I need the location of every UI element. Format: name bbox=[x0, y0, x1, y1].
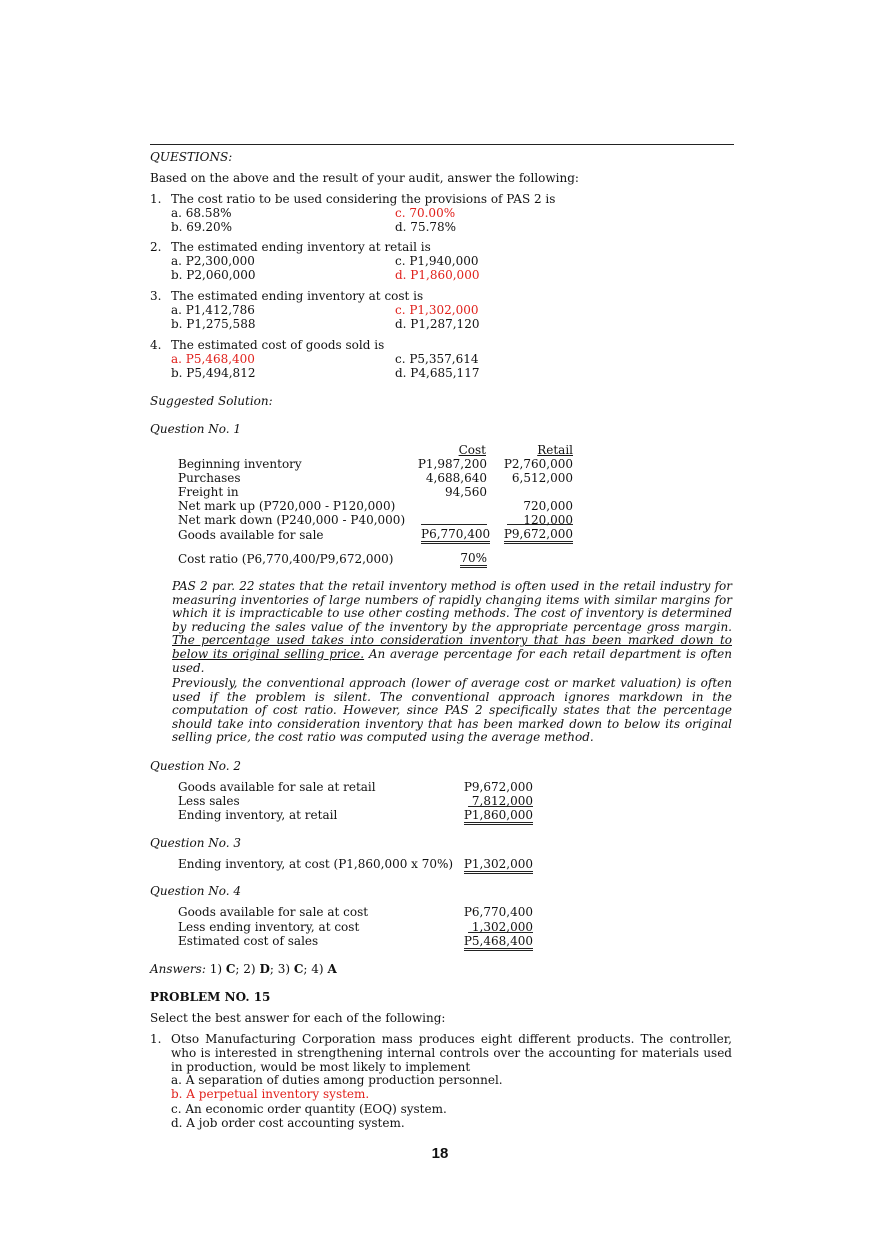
question-4-heading: Question No. 4 bbox=[150, 884, 242, 898]
answer-letter: A bbox=[327, 962, 337, 976]
subtotal-line bbox=[468, 932, 533, 933]
pas2-tail-text: An average percentage for each retail department is often used. bbox=[172, 646, 732, 675]
ending-inventory-retail: P1,860,000 bbox=[464, 808, 533, 825]
retail-value: 6,512,000 bbox=[511, 471, 573, 485]
choice-c: c. An economic order quantity (EOQ) system. bbox=[171, 1102, 447, 1116]
page-number: 18 bbox=[431, 1145, 449, 1162]
answers-label: Answers: bbox=[150, 962, 206, 976]
answer-num: ; 2) bbox=[235, 962, 256, 976]
row-label: Net mark down (P240,000 - P40,000) bbox=[178, 513, 406, 527]
question-number: 2. bbox=[150, 240, 162, 254]
cost-total: P6,770,400 bbox=[421, 527, 490, 544]
pas2-text: PAS 2 par. 22 states that the retail inventory method is often used in the retail industry for measuring inventories of large numbers of rapidly changing items with similar margins for which it is impracticable to use other costing methods. The cost of inventory is determined by reducing the sales value of the inventory by the appropriate percentage gross margin. bbox=[172, 579, 732, 634]
row-label: Beginning inventory bbox=[178, 457, 302, 471]
ending-inventory-cost: P1,302,000 bbox=[464, 857, 533, 874]
question-1-heading: Question No. 1 bbox=[150, 422, 242, 436]
answer-num: ; 4) bbox=[303, 962, 324, 976]
retail-value: 720,000 bbox=[523, 499, 573, 513]
header-rule bbox=[150, 144, 734, 145]
choice-c-correct: c. 70.00% bbox=[395, 206, 456, 220]
question-number: 4. bbox=[150, 338, 162, 352]
answer-letter: C bbox=[225, 962, 236, 976]
retail-value: 120,000 bbox=[523, 513, 573, 527]
retail-total-wrap bbox=[495, 527, 573, 541]
choice-a-correct: a. P5,468,400 bbox=[171, 352, 255, 366]
choice-c-correct: c. P1,302,000 bbox=[395, 303, 479, 317]
row-label: Freight in bbox=[178, 485, 239, 499]
choice-c: c. P5,357,614 bbox=[395, 352, 479, 366]
retail-value: P2,760,000 bbox=[503, 457, 573, 471]
subtotal-line bbox=[421, 524, 487, 525]
problem-question-text: Otso Manufacturing Corporation mass produces eight different products. The controller, who is interested in strengthening internal controls over the accounting for materials used in production, would be most likely to implement bbox=[171, 1032, 732, 1074]
column-header-retail: Retail bbox=[537, 443, 573, 457]
question-text: The cost ratio to be used considering the provisions of PAS 2 is bbox=[171, 192, 556, 206]
row-label: Goods available for sale at cost bbox=[178, 905, 369, 919]
total-wrap bbox=[450, 857, 533, 871]
subtotal-line bbox=[468, 806, 533, 807]
row-label: Goods available for sale bbox=[178, 528, 324, 542]
question-number: 1. bbox=[150, 1032, 162, 1046]
cost-value: P1,987,200 bbox=[417, 457, 487, 471]
subtotal-line bbox=[507, 524, 573, 525]
answer-letter: C bbox=[293, 962, 304, 976]
cost-ratio-value: 70% bbox=[460, 551, 487, 568]
choice-a: a. A separation of duties among production personnel. bbox=[171, 1073, 503, 1087]
choice-d: d. 75.78% bbox=[395, 220, 457, 234]
choice-c: c. P1,940,000 bbox=[395, 254, 479, 268]
total-wrap bbox=[450, 934, 533, 948]
pas2-underlined-text: The percentage used takes into consideration inventory that has been marked down to below its original selling price. bbox=[172, 633, 732, 661]
choice-b: b. P1,275,588 bbox=[171, 317, 256, 331]
answer-letter: D bbox=[259, 962, 270, 976]
choice-d: d. P4,685,117 bbox=[395, 366, 480, 380]
row-label: Less ending inventory, at cost bbox=[178, 920, 360, 934]
choice-a: a. 68.58% bbox=[171, 206, 232, 220]
choice-d-correct: d. P1,860,000 bbox=[395, 268, 480, 282]
choice-b: b. 69.20% bbox=[171, 220, 233, 234]
row-label: Ending inventory, at cost (P1,860,000 x 70%) bbox=[178, 857, 454, 871]
cost-value: 94,560 bbox=[445, 485, 487, 499]
row-label: Net mark up (P720,000 - P120,000) bbox=[178, 499, 396, 513]
row-value: 1,302,000 bbox=[471, 920, 533, 934]
row-value: 7,812,000 bbox=[471, 794, 533, 808]
question-2-heading: Question No. 2 bbox=[150, 759, 242, 773]
choice-b: b. P5,494,812 bbox=[171, 366, 256, 380]
questions-heading: QUESTIONS: bbox=[150, 150, 233, 164]
intro-text: Based on the above and the result of your audit, answer the following: bbox=[150, 171, 579, 185]
conventional-approach-paragraph: Previously, the conventional approach (lower of average cost or market valuation) is often used if the problem is silent. The conventional approach ignores markdown in the computation of cost ratio. However, since PAS 2 specifically states that the percentage should take into consideration inventory that has been marked down to below its original selling price, the cost ratio was computed using the average method. bbox=[172, 676, 732, 745]
question-number: 3. bbox=[150, 289, 162, 303]
cost-total-wrap bbox=[421, 527, 491, 541]
question-text: The estimated ending inventory at cost is bbox=[171, 289, 424, 303]
column-header-cost: Cost bbox=[458, 443, 486, 457]
choice-a: a. P2,300,000 bbox=[171, 254, 255, 268]
row-label: Purchases bbox=[178, 471, 241, 485]
question-3-heading: Question No. 3 bbox=[150, 836, 242, 850]
question-text: The estimated cost of goods sold is bbox=[171, 338, 385, 352]
row-value: P9,672,000 bbox=[463, 780, 533, 794]
retail-total: P9,672,000 bbox=[504, 527, 573, 544]
choice-b: b. P2,060,000 bbox=[171, 268, 256, 282]
row-label: Estimated cost of sales bbox=[178, 934, 319, 948]
cost-ratio-label: Cost ratio (P6,770,400/P9,672,000) bbox=[178, 552, 394, 566]
question-number: 1. bbox=[150, 192, 162, 206]
row-label: Ending inventory, at retail bbox=[178, 808, 338, 822]
problem-title: PROBLEM NO. 15 bbox=[150, 990, 271, 1004]
question-text: The estimated ending inventory at retail is bbox=[171, 240, 431, 254]
answer-num: 1) bbox=[209, 962, 223, 976]
suggested-solution-heading: Suggested Solution: bbox=[150, 394, 273, 408]
total-wrap bbox=[450, 808, 533, 822]
answer-num: ; 3) bbox=[269, 962, 291, 976]
cost-ratio-wrap bbox=[421, 551, 487, 565]
choice-a: a. P1,412,786 bbox=[171, 303, 255, 317]
pas2-paragraph bbox=[172, 580, 732, 675]
choice-b-correct: b. A perpetual inventory system. bbox=[171, 1087, 370, 1101]
choice-d: d. A job order cost accounting system. bbox=[171, 1116, 405, 1130]
row-label: Less sales bbox=[178, 794, 240, 808]
row-value: P6,770,400 bbox=[463, 905, 533, 919]
row-label: Goods available for sale at retail bbox=[178, 780, 376, 794]
estimated-cost-of-sales: P5,468,400 bbox=[464, 934, 533, 951]
answers-line bbox=[150, 962, 337, 976]
cost-value: 4,688,640 bbox=[425, 471, 487, 485]
choice-d: d. P1,287,120 bbox=[395, 317, 480, 331]
problem-instruction: Select the best answer for each of the following: bbox=[150, 1011, 446, 1025]
